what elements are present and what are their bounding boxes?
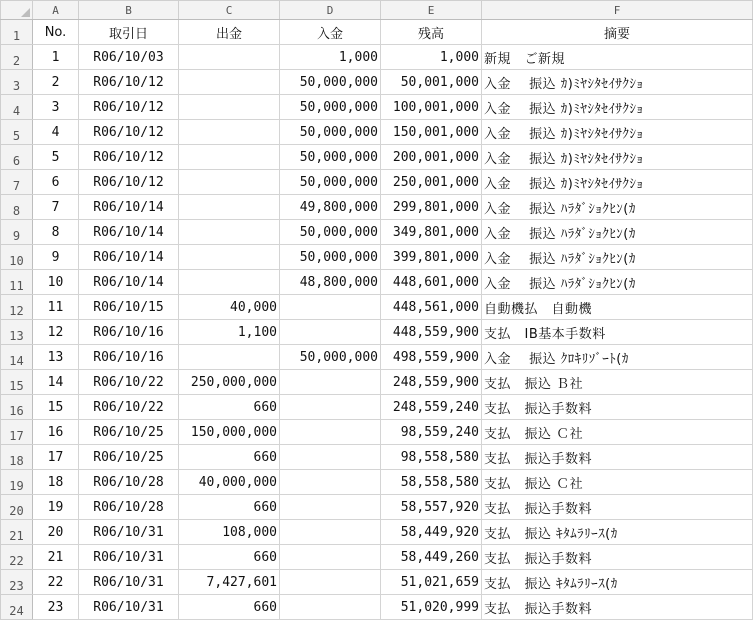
row-header[interactable]: 17 [1, 420, 33, 445]
row-header[interactable]: 21 [1, 520, 33, 545]
cell-out[interactable]: 660 [179, 445, 280, 470]
row-header[interactable]: 8 [1, 195, 33, 220]
cell-description[interactable]: 入金 振込 ｸﾛｷﾘｿﾞｰﾄ(ｶ [482, 345, 753, 370]
cell-date[interactable]: R06/10/15 [79, 295, 179, 320]
cell-description[interactable]: 入金 振込 ｶ)ﾐﾔｼﾀｾｲｻｸｼｮ [482, 170, 753, 195]
cell-no[interactable]: 13 [33, 345, 79, 370]
cell-no[interactable]: 21 [33, 545, 79, 570]
cell-description[interactable]: 新規 ご新規 [482, 45, 753, 70]
cell-description[interactable]: 支払 振込 Ｃ社 [482, 420, 753, 445]
cell-out[interactable]: 660 [179, 395, 280, 420]
cell-balance[interactable]: 98,559,240 [381, 420, 482, 445]
cell-out[interactable] [179, 245, 280, 270]
row-header[interactable]: 1 [1, 20, 33, 45]
cell-balance[interactable]: 399,801,000 [381, 245, 482, 270]
cell-in[interactable] [280, 445, 381, 470]
cell-out[interactable] [179, 195, 280, 220]
cell-no[interactable]: 14 [33, 370, 79, 395]
cell-no[interactable]: 6 [33, 170, 79, 195]
cell-out[interactable] [179, 270, 280, 295]
cell-in[interactable] [280, 295, 381, 320]
cell-out[interactable] [179, 145, 280, 170]
cell-balance[interactable]: 448,561,000 [381, 295, 482, 320]
cell-in[interactable]: 48,800,000 [280, 270, 381, 295]
header-cell-out[interactable]: 出金 [179, 20, 280, 45]
row-header[interactable]: 6 [1, 145, 33, 170]
select-all-triangle-icon [21, 8, 30, 17]
row-header[interactable]: 13 [1, 320, 33, 345]
cell-no[interactable]: 7 [33, 195, 79, 220]
cell-no[interactable]: 10 [33, 270, 79, 295]
cell-out[interactable]: 660 [179, 595, 280, 620]
cell-out[interactable]: 660 [179, 495, 280, 520]
cell-no[interactable]: 8 [33, 220, 79, 245]
cell-date[interactable]: R06/10/22 [79, 370, 179, 395]
header-cell-balance[interactable]: 残高 [381, 20, 482, 45]
cell-date[interactable]: R06/10/03 [79, 45, 179, 70]
header-cell-description[interactable]: 摘要 [482, 20, 753, 45]
column-header-row [1, 1, 753, 20]
cell-description[interactable]: 支払 振込 ｷﾀﾑﾗﾘｰｽ(ｶ [482, 570, 753, 595]
cell-in[interactable] [280, 370, 381, 395]
row-header[interactable]: 10 [1, 245, 33, 270]
cell-date[interactable]: R06/10/22 [79, 395, 179, 420]
cell-out[interactable]: 150,000,000 [179, 420, 280, 445]
cell-balance[interactable]: 51,020,999 [381, 595, 482, 620]
cell-date[interactable]: R06/10/14 [79, 270, 179, 295]
table-row [1, 70, 753, 95]
cell-balance[interactable]: 248,559,900 [381, 370, 482, 395]
cell-balance[interactable]: 248,559,240 [381, 395, 482, 420]
column-header-d[interactable]: D [280, 1, 381, 20]
cell-in[interactable] [280, 570, 381, 595]
cell-description[interactable]: 入金 振込 ﾊﾗﾀﾞｼｮｸﾋﾝ(ｶ [482, 245, 753, 270]
table-row [1, 145, 753, 170]
cell-balance[interactable]: 448,559,900 [381, 320, 482, 345]
table-row [1, 520, 753, 545]
table-row [1, 170, 753, 195]
column-header-f[interactable]: F [482, 1, 753, 20]
column-header-a[interactable]: A [33, 1, 79, 20]
cell-description[interactable]: 入金 振込 ﾊﾗﾀﾞｼｮｸﾋﾝ(ｶ [482, 270, 753, 295]
cell-date[interactable]: R06/10/31 [79, 520, 179, 545]
row-header[interactable]: 4 [1, 95, 33, 120]
cell-out[interactable] [179, 95, 280, 120]
row-header[interactable]: 7 [1, 170, 33, 195]
cell-description[interactable]: 入金 振込 ﾊﾗﾀﾞｼｮｸﾋﾝ(ｶ [482, 220, 753, 245]
cell-balance[interactable]: 58,558,580 [381, 470, 482, 495]
cell-balance[interactable]: 150,001,000 [381, 120, 482, 145]
cell-balance[interactable]: 299,801,000 [381, 195, 482, 220]
header-cell-in[interactable]: 入金 [280, 20, 381, 45]
table-row [1, 570, 753, 595]
table-header-row [1, 20, 753, 45]
cell-out[interactable]: 1,100 [179, 320, 280, 345]
cell-in[interactable] [280, 470, 381, 495]
cell-date[interactable]: R06/10/12 [79, 120, 179, 145]
cell-date[interactable]: R06/10/28 [79, 470, 179, 495]
cell-balance[interactable]: 51,021,659 [381, 570, 482, 595]
row-header[interactable]: 9 [1, 220, 33, 245]
cell-in[interactable] [280, 545, 381, 570]
cell-no[interactable]: 23 [33, 595, 79, 620]
header-cell-no[interactable]: No. [33, 20, 79, 45]
cell-in[interactable]: 1,000 [280, 45, 381, 70]
cell-out[interactable] [179, 345, 280, 370]
cell-in[interactable]: 50,000,000 [280, 220, 381, 245]
table-row [1, 395, 753, 420]
cell-no[interactable]: 19 [33, 495, 79, 520]
table-row [1, 495, 753, 520]
table-row [1, 295, 753, 320]
cell-balance[interactable]: 58,557,920 [381, 495, 482, 520]
row-header[interactable]: 18 [1, 445, 33, 470]
cell-balance[interactable]: 498,559,900 [381, 345, 482, 370]
table-row [1, 95, 753, 120]
row-header[interactable]: 12 [1, 295, 33, 320]
cell-description[interactable]: 入金 振込 ｶ)ﾐﾔｼﾀｾｲｻｸｼｮ [482, 70, 753, 95]
table-row [1, 195, 753, 220]
select-all-corner[interactable] [1, 1, 33, 20]
cell-in[interactable] [280, 520, 381, 545]
cell-no[interactable]: 3 [33, 95, 79, 120]
cell-balance[interactable]: 50,001,000 [381, 70, 482, 95]
cell-no[interactable]: 1 [33, 45, 79, 70]
table-row [1, 270, 753, 295]
row-header[interactable]: 2 [1, 45, 33, 70]
cell-description[interactable]: 支払 振込手数料 [482, 495, 753, 520]
cell-description[interactable]: 入金 振込 ｶ)ﾐﾔｼﾀｾｲｻｸｼｮ [482, 145, 753, 170]
cell-in[interactable]: 50,000,000 [280, 95, 381, 120]
cell-in[interactable] [280, 320, 381, 345]
cell-no[interactable]: 18 [33, 470, 79, 495]
table-row [1, 595, 753, 620]
cell-no[interactable]: 15 [33, 395, 79, 420]
cell-in[interactable] [280, 495, 381, 520]
row-header[interactable]: 15 [1, 370, 33, 395]
cell-no[interactable]: 9 [33, 245, 79, 270]
cell-in[interactable] [280, 595, 381, 620]
row-header[interactable]: 20 [1, 495, 33, 520]
cell-no[interactable]: 12 [33, 320, 79, 345]
cell-no[interactable]: 16 [33, 420, 79, 445]
cell-balance[interactable]: 98,558,580 [381, 445, 482, 470]
row-header[interactable]: 11 [1, 270, 33, 295]
cell-description[interactable]: 支払 振込手数料 [482, 545, 753, 570]
cell-out[interactable] [179, 170, 280, 195]
row-header[interactable]: 5 [1, 120, 33, 145]
cell-description[interactable]: 入金 振込 ｶ)ﾐﾔｼﾀｾｲｻｸｼｮ [482, 95, 753, 120]
cell-balance[interactable]: 349,801,000 [381, 220, 482, 245]
cell-out[interactable]: 660 [179, 545, 280, 570]
table-row [1, 370, 753, 395]
cell-date[interactable]: R06/10/25 [79, 445, 179, 470]
cell-date[interactable]: R06/10/25 [79, 420, 179, 445]
cell-no[interactable]: 17 [33, 445, 79, 470]
cell-date[interactable]: R06/10/31 [79, 570, 179, 595]
cell-in[interactable]: 50,000,000 [280, 245, 381, 270]
row-header[interactable]: 14 [1, 345, 33, 370]
cell-no[interactable]: 2 [33, 70, 79, 95]
cell-no[interactable]: 22 [33, 570, 79, 595]
table-row [1, 445, 753, 470]
cell-in[interactable]: 50,000,000 [280, 345, 381, 370]
row-header[interactable]: 16 [1, 395, 33, 420]
table-row [1, 45, 753, 70]
cell-balance[interactable]: 58,449,260 [381, 545, 482, 570]
cell-description[interactable]: 支払 振込 Ｂ社 [482, 370, 753, 395]
cell-description[interactable]: 支払 振込手数料 [482, 395, 753, 420]
cell-in[interactable]: 50,000,000 [280, 145, 381, 170]
cell-date[interactable]: R06/10/12 [79, 170, 179, 195]
cell-description[interactable]: 支払 IB基本手数料 [482, 320, 753, 345]
cell-in[interactable]: 49,800,000 [280, 195, 381, 220]
cell-balance[interactable]: 448,601,000 [381, 270, 482, 295]
cell-in[interactable] [280, 420, 381, 445]
cell-out[interactable]: 40,000,000 [179, 470, 280, 495]
cell-balance[interactable]: 250,001,000 [381, 170, 482, 195]
cell-out[interactable] [179, 70, 280, 95]
cell-date[interactable]: R06/10/14 [79, 220, 179, 245]
cell-balance[interactable]: 1,000 [381, 45, 482, 70]
cell-out[interactable]: 250,000,000 [179, 370, 280, 395]
column-header-e[interactable]: E [381, 1, 482, 20]
table-row [1, 320, 753, 345]
cell-date[interactable]: R06/10/14 [79, 245, 179, 270]
cell-out[interactable] [179, 45, 280, 70]
table-row [1, 120, 753, 145]
cell-description[interactable]: 入金 振込 ｶ)ﾐﾔｼﾀｾｲｻｸｼｮ [482, 120, 753, 145]
table-row [1, 220, 753, 245]
cell-out[interactable]: 108,000 [179, 520, 280, 545]
cell-no[interactable]: 20 [33, 520, 79, 545]
row-header[interactable]: 3 [1, 70, 33, 95]
cell-balance[interactable]: 100,001,000 [381, 95, 482, 120]
cell-in[interactable]: 50,000,000 [280, 120, 381, 145]
cell-description[interactable]: 支払 振込 ｷﾀﾑﾗﾘｰｽ(ｶ [482, 520, 753, 545]
cell-date[interactable]: R06/10/12 [79, 70, 179, 95]
cell-balance[interactable]: 200,001,000 [381, 145, 482, 170]
table-row [1, 470, 753, 495]
cell-in[interactable]: 50,000,000 [280, 170, 381, 195]
column-header-b[interactable]: B [79, 1, 179, 20]
cell-description[interactable]: 支払 振込 Ｃ社 [482, 470, 753, 495]
cell-date[interactable]: R06/10/12 [79, 145, 179, 170]
cell-in[interactable] [280, 395, 381, 420]
table-row [1, 545, 753, 570]
cell-out[interactable]: 7,427,601 [179, 570, 280, 595]
cell-date[interactable]: R06/10/16 [79, 320, 179, 345]
row-header[interactable]: 23 [1, 570, 33, 595]
cell-out[interactable] [179, 220, 280, 245]
cell-description[interactable]: 入金 振込 ﾊﾗﾀﾞｼｮｸﾋﾝ(ｶ [482, 195, 753, 220]
cell-date[interactable]: R06/10/31 [79, 595, 179, 620]
row-header[interactable]: 19 [1, 470, 33, 495]
cell-date[interactable]: R06/10/14 [79, 195, 179, 220]
table-row [1, 345, 753, 370]
cell-date[interactable]: R06/10/12 [79, 95, 179, 120]
table-row [1, 245, 753, 270]
cell-no[interactable]: 11 [33, 295, 79, 320]
cell-no[interactable]: 5 [33, 145, 79, 170]
cell-in[interactable]: 50,000,000 [280, 70, 381, 95]
cell-date[interactable]: R06/10/31 [79, 545, 179, 570]
cell-description[interactable]: 支払 振込手数料 [482, 445, 753, 470]
cell-date[interactable]: R06/10/28 [79, 495, 179, 520]
cell-out[interactable]: 40,000 [179, 295, 280, 320]
cell-balance[interactable]: 58,449,920 [381, 520, 482, 545]
row-header[interactable]: 24 [1, 595, 33, 620]
row-header[interactable]: 22 [1, 545, 33, 570]
column-header-c[interactable]: C [179, 1, 280, 20]
header-cell-date[interactable]: 取引日 [79, 20, 179, 45]
cell-no[interactable]: 4 [33, 120, 79, 145]
cell-out[interactable] [179, 120, 280, 145]
cell-date[interactable]: R06/10/16 [79, 345, 179, 370]
cell-description[interactable]: 自動機払 自動機 [482, 295, 753, 320]
cell-description[interactable]: 支払 振込手数料 [482, 595, 753, 620]
table-row [1, 420, 753, 445]
